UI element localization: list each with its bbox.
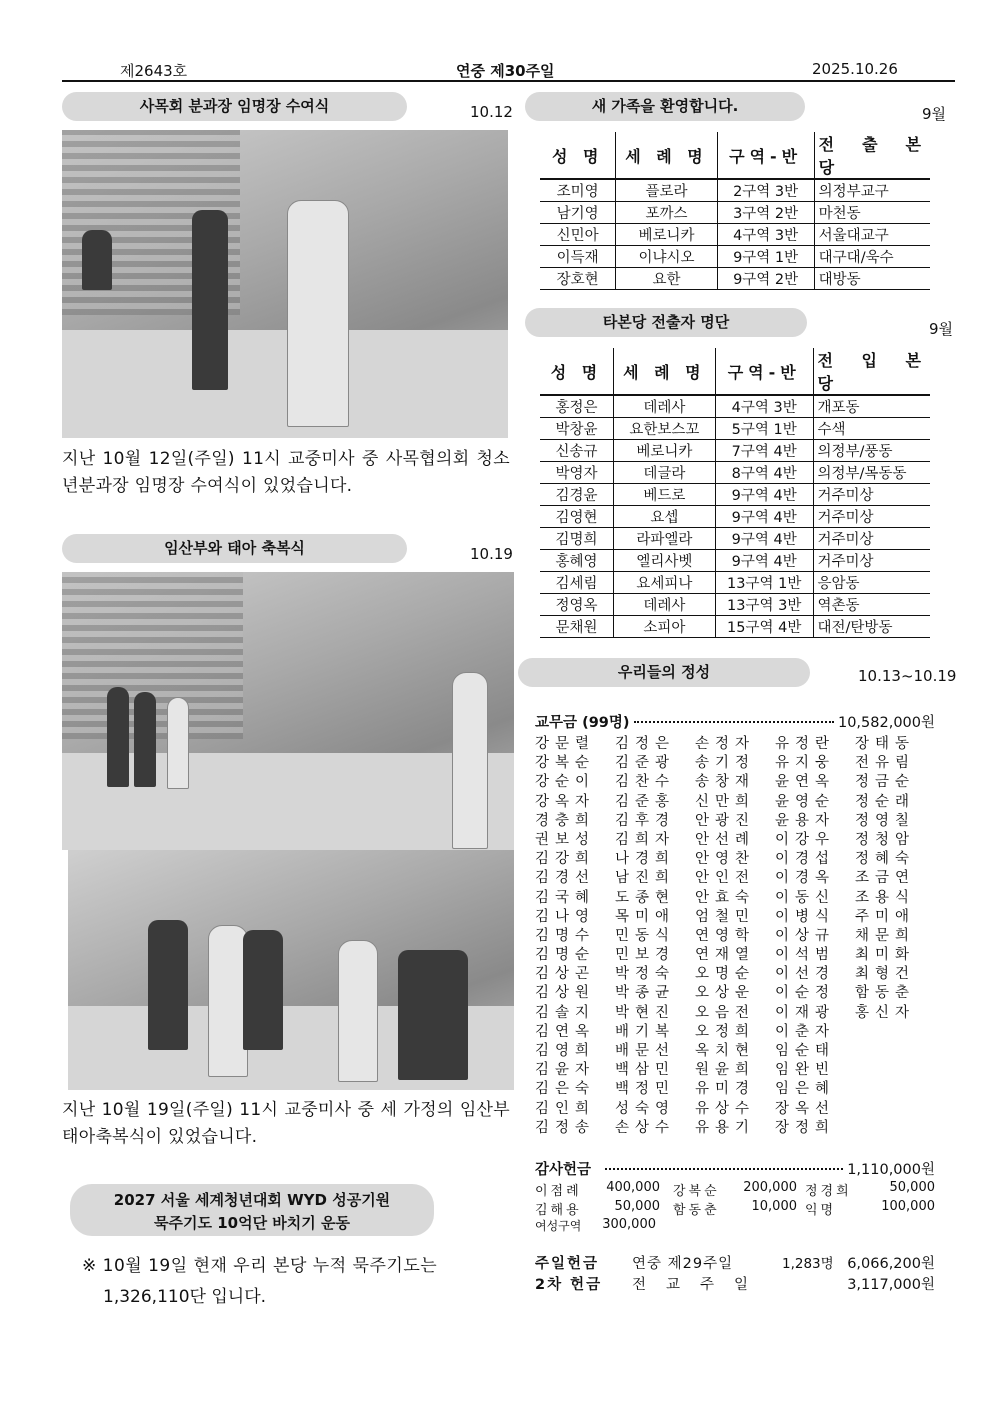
donor-name: 김국혜: [535, 889, 596, 906]
table-row: [540, 268, 930, 290]
welcome-table: [540, 132, 930, 290]
donor-name: 임완빈: [775, 1062, 836, 1079]
section2-caption: 지난 10월 19일(주일) 11시 교중미사 중 세 가정의 임산부 태아축복식이 있었습니다.: [62, 1100, 510, 1147]
transfer-cell: 9구역 4반: [715, 550, 813, 572]
donor-name: 유지웅: [775, 755, 836, 772]
donor-name: 이석범: [775, 947, 836, 964]
donor-name: 오상운: [695, 985, 756, 1002]
dues-name-list: [535, 732, 935, 1135]
donor-name: 주미애: [855, 908, 916, 925]
list-item: [535, 828, 935, 847]
list-item: [535, 866, 935, 885]
welcome-cell: 2구역 3반: [717, 179, 814, 202]
thanks-amount: 100,000: [881, 1198, 935, 1214]
transfer-cell: 김세림: [540, 572, 613, 594]
donor-name: 김은숙: [535, 1081, 596, 1098]
offering-title: 우리들의 정성: [518, 658, 810, 687]
thanks-donor-name: 익명: [805, 1202, 837, 1218]
thanks-donor-name: 함동춘: [673, 1202, 720, 1218]
welcome-cell: 플로라: [616, 179, 717, 202]
thanks-amount: 200,000: [743, 1180, 797, 1195]
welcome-cell: 3구역 2반: [717, 202, 814, 224]
transfer-cell: 김명희: [540, 528, 613, 550]
welcome-cell: 이득재: [540, 246, 616, 268]
donor-name: 옥치현: [695, 1043, 756, 1059]
donor-name: 김솔지: [535, 1004, 596, 1021]
transfer-cell: 박영자: [540, 462, 613, 484]
donor-name: 남진희: [615, 870, 676, 887]
transfer-title: 타본당 전출자 명단: [525, 308, 807, 337]
welcome-cell: 이냐시오: [616, 246, 717, 268]
donor-name: 목미애: [615, 908, 676, 925]
transfer-header: 성 명: [540, 348, 613, 395]
transfer-cell: 역촌동: [813, 594, 930, 616]
transfer-cell: 의정부/풍동: [813, 440, 930, 462]
bulletin-date: 2025.10.26: [812, 60, 898, 78]
list-item: [535, 1077, 935, 1096]
transfer-cell: 수색: [813, 418, 930, 440]
sunday-total: 6,066,200원: [847, 1256, 935, 1272]
transfer-cell: 7구역 4반: [715, 440, 813, 462]
transfer-cell: 요한보스꼬: [613, 418, 715, 440]
donor-name: 김영희: [535, 1043, 596, 1059]
list-item: [535, 924, 935, 943]
donor-name: 연재열: [695, 947, 756, 964]
list-item: [535, 847, 935, 866]
list-item: [535, 770, 935, 789]
donor-name: 박정숙: [615, 966, 676, 983]
second-total: 3,117,000원: [847, 1277, 935, 1293]
donor-name: 채문희: [855, 927, 916, 944]
transfer-cell: 거주미상: [813, 550, 930, 572]
header-rule: [62, 80, 955, 82]
thanks-amount: 300,000: [602, 1217, 656, 1232]
donor-name: 신만희: [695, 793, 756, 810]
wyd-note-line2: 1,326,110단 입니다.: [103, 1287, 267, 1307]
transfer-cell: 9구역 4반: [715, 506, 813, 528]
donor-name: 성숙영: [615, 1100, 676, 1117]
transfer-month: 9월: [929, 320, 954, 338]
donor-name: 오명순: [695, 966, 756, 983]
list-item: [535, 751, 935, 770]
donor-name: 윤용자: [775, 812, 836, 829]
welcome-cell: 장호현: [540, 268, 616, 290]
welcome-cell: 조미영: [540, 179, 616, 202]
sunday-week: 연중 제29주일: [632, 1256, 734, 1272]
donor-name: 이선경: [775, 966, 836, 983]
dues-total: 10,582,000원: [837, 715, 935, 731]
transfer-cell: 홍정은: [540, 395, 613, 418]
welcome-cell: 베로니카: [616, 224, 717, 246]
donor-name: 김윤자: [535, 1062, 596, 1079]
transfer-cell: 13구역 3반: [715, 594, 813, 616]
donor-name: 연영학: [695, 927, 756, 944]
welcome-cell: 4구역 3반: [717, 224, 814, 246]
transfer-cell: 9구역 4반: [715, 528, 813, 550]
thanks-label: 감사헌금: [535, 1162, 592, 1178]
donor-name: 이춘자: [775, 1023, 836, 1040]
transfer-cell: 박창윤: [540, 418, 613, 440]
donor-name: 원윤희: [695, 1062, 756, 1079]
transfer-cell: 거주미상: [813, 484, 930, 506]
wyd-note-line1: ※ 10월 19일 현재 우리 본당 누적 묵주기도는: [82, 1256, 438, 1276]
transfer-cell: 데레사: [613, 395, 715, 418]
donor-name: [855, 1097, 935, 1116]
welcome-title: 새 가족을 환영합니다.: [525, 92, 805, 121]
list-item: [535, 1039, 935, 1058]
thanks-amount: 50,000: [614, 1198, 660, 1214]
transfer-cell: 라파엘라: [613, 528, 715, 550]
donor-name: [855, 1116, 935, 1135]
donor-name: 강순이: [535, 774, 596, 791]
welcome-header: 전 출 본 당: [814, 132, 930, 179]
transfer-cell: 홍혜영: [540, 550, 613, 572]
donor-name: 김정은: [615, 736, 676, 752]
donor-name: 안영찬: [695, 851, 756, 868]
donor-name: 김경선: [535, 870, 596, 887]
welcome-cell: 포까스: [616, 202, 717, 224]
transfer-cell: 개포동: [813, 395, 930, 418]
donor-name: 강옥자: [535, 793, 596, 810]
donor-name: 유용기: [695, 1119, 756, 1136]
welcome-header: 구역-반: [717, 132, 814, 179]
transfer-cell: 대전/탄방동: [813, 616, 930, 638]
table-row: [540, 594, 930, 616]
donor-name: 유상수: [695, 1100, 756, 1117]
donor-name: 정순래: [855, 793, 916, 810]
list-item: [535, 809, 935, 828]
donor-name: 손상수: [615, 1119, 676, 1136]
donor-name: 정금순: [855, 774, 916, 791]
donor-name: 정영칠: [855, 812, 916, 829]
donor-name: 경충희: [535, 812, 596, 829]
thanks-donor-name: 정경희: [805, 1184, 852, 1199]
donor-name: 송창재: [695, 774, 756, 791]
transfer-cell: 8구역 4반: [715, 462, 813, 484]
list-item: [535, 1020, 935, 1039]
donor-name: 장정희: [775, 1119, 836, 1136]
donor-name: 이재광: [775, 1004, 836, 1021]
list-item: [535, 1116, 935, 1135]
donor-name: 이상규: [775, 927, 836, 944]
table-row: [540, 506, 930, 528]
transfer-cell: 요세피나: [613, 572, 715, 594]
thanks-donor-name: 김해용: [535, 1202, 582, 1218]
transfer-header: 전 입 본 당: [813, 348, 930, 395]
donor-name: 도종현: [615, 889, 676, 906]
donor-name: 김강희: [535, 851, 596, 868]
donor-name: 송기정: [695, 755, 756, 772]
donor-name: 윤연옥: [775, 774, 836, 791]
donor-name: [855, 1020, 935, 1039]
thanks-donor-name: 이점례: [535, 1184, 582, 1199]
thanks-amount: 400,000: [606, 1180, 660, 1195]
dues-line: [535, 711, 935, 732]
donor-name: 강문렬: [535, 736, 596, 752]
transfer-cell: 13구역 1반: [715, 572, 813, 594]
donor-name: 박종균: [615, 985, 676, 1002]
transfer-cell: 9구역 4반: [715, 484, 813, 506]
donor-name: 손정자: [695, 736, 756, 752]
donor-name: 김찬수: [615, 774, 676, 791]
welcome-header: 성 명: [540, 132, 616, 179]
donor-name: 정청암: [855, 831, 916, 848]
issue-number: 제2643호: [120, 62, 188, 80]
section2-date: 10.19: [470, 545, 513, 563]
donor-name: 오정희: [695, 1023, 756, 1040]
transfer-cell: 응암동: [813, 572, 930, 594]
table-row: [540, 418, 930, 440]
donor-name: 이병식: [775, 908, 836, 925]
donor-name: 김명수: [535, 927, 596, 944]
donor-name: 최미화: [855, 947, 916, 964]
transfer-cell: 데레사: [613, 594, 715, 616]
list-item: [535, 732, 935, 751]
thanks-total: 1,110,000원: [847, 1162, 935, 1178]
transfer-cell: 거주미상: [813, 528, 930, 550]
welcome-cell: 대구대/욱수: [814, 246, 930, 268]
transfer-cell: 엘리사벳: [613, 550, 715, 572]
table-row: [540, 616, 930, 638]
transfer-cell: 소피아: [613, 616, 715, 638]
donor-name: 김희자: [615, 831, 676, 848]
table-row: [540, 550, 930, 572]
bulletin-title: 연중 제30주일: [456, 62, 555, 80]
table-row: [540, 572, 930, 594]
donor-name: 김상원: [535, 985, 596, 1002]
transfer-cell: 데글라: [613, 462, 715, 484]
donor-name: 윤영순: [775, 793, 836, 810]
donor-name: 이순정: [775, 985, 836, 1002]
list-item: [535, 962, 935, 981]
transfer-cell: 의정부/목동동: [813, 462, 930, 484]
transfer-cell: 5구역 1반: [715, 418, 813, 440]
donor-name: 백삼민: [615, 1062, 676, 1079]
donor-name: 김인희: [535, 1100, 596, 1117]
welcome-cell: 9구역 1반: [717, 246, 814, 268]
table-row: [540, 484, 930, 506]
transfer-cell: 4구역 3반: [715, 395, 813, 418]
donor-name: 정혜숙: [855, 851, 916, 868]
welcome-cell: 남기영: [540, 202, 616, 224]
donor-name: 안효숙: [695, 889, 756, 906]
transfer-table: [540, 348, 930, 638]
list-item: [535, 1058, 935, 1077]
table-row: [540, 395, 930, 418]
donor-name: 안인전: [695, 870, 756, 887]
donor-name: 최형건: [855, 966, 916, 983]
donor-name: 조금연: [855, 870, 916, 887]
second-desc: 전교주일: [632, 1277, 769, 1293]
section2-title: 임산부와 태아 축복식: [62, 534, 407, 563]
transfer-cell: 김경윤: [540, 484, 613, 506]
section1-date: 10.12: [470, 103, 513, 121]
donor-name: 이경옥: [775, 870, 836, 887]
donor-name: 김후경: [615, 812, 676, 829]
table-row: [540, 202, 930, 224]
list-item: [535, 1001, 935, 1020]
donor-name: [855, 1077, 935, 1096]
welcome-cell: 대방동: [814, 268, 930, 290]
donor-name: 유미경: [695, 1081, 756, 1098]
list-item: [535, 790, 935, 809]
second-label: 2차 헌금: [535, 1277, 603, 1293]
donor-name: [855, 1039, 935, 1058]
donor-name: 김상곤: [535, 966, 596, 983]
thanks-donor-name: 여성구역: [535, 1219, 582, 1233]
transfer-header: 구역-반: [715, 348, 813, 395]
table-row: [540, 440, 930, 462]
donor-name: 임은혜: [775, 1081, 836, 1098]
transfer-cell: 베로니카: [613, 440, 715, 462]
welcome-header: 세 례 명: [616, 132, 717, 179]
offering-period: 10.13~10.19: [858, 667, 957, 685]
transfer-cell: 김영현: [540, 506, 613, 528]
donor-name: 이경섭: [775, 851, 836, 868]
donor-name: 배기복: [615, 1023, 676, 1040]
donor-name: 장태동: [855, 736, 916, 752]
transfer-cell: 베드로: [613, 484, 715, 506]
thanks-donor-name: 강복순: [673, 1184, 720, 1199]
sunday-count: 1,283명: [782, 1256, 834, 1272]
thanks-amount: 10,000: [751, 1198, 797, 1214]
donor-name: 배문선: [615, 1043, 676, 1059]
donor-name: 오음전: [695, 1004, 756, 1021]
table-row: [540, 179, 930, 202]
wyd-banner: [70, 1184, 434, 1236]
transfer-cell: 정영옥: [540, 594, 613, 616]
transfer-cell: 거주미상: [813, 506, 930, 528]
donor-name: 안광진: [695, 812, 756, 829]
donor-name: 전유림: [855, 755, 916, 772]
donor-name: 김정송: [535, 1119, 596, 1136]
list-item: [535, 981, 935, 1000]
welcome-cell: 서울대교구: [814, 224, 930, 246]
photo-appointment-ceremony: [62, 130, 508, 438]
section1-caption: 지난 10월 12일(주일) 11시 교중미사 중 사목협의회 청소년분과장 임명장 수여식이 있었습니다.: [62, 449, 510, 496]
photo-blessing-ceremony-1: [62, 572, 514, 850]
donor-name: 백정민: [615, 1081, 676, 1098]
dues-label: 교무금 (99명): [535, 715, 630, 731]
transfer-cell: 신송규: [540, 440, 613, 462]
list-item: [535, 943, 935, 962]
section1-title: 사목회 분과장 임명장 수여식: [62, 92, 407, 121]
donor-name: 강복순: [535, 755, 596, 772]
list-item: [535, 1097, 935, 1116]
donor-name: 이동신: [775, 889, 836, 906]
welcome-cell: 요한: [616, 268, 717, 290]
donor-name: 권보성: [535, 831, 596, 848]
welcome-cell: 의정부교구: [814, 179, 930, 202]
thanks-line: [535, 1158, 935, 1179]
donor-name: 박현진: [615, 1004, 676, 1021]
donor-name: 김연옥: [535, 1023, 596, 1040]
sunday-label: 주일헌금: [535, 1256, 600, 1272]
welcome-cell: 9구역 2반: [717, 268, 814, 290]
donor-name: 김나영: [535, 908, 596, 925]
table-row: [540, 224, 930, 246]
donor-name: 김준광: [615, 755, 676, 772]
donor-name: 민보경: [615, 947, 676, 964]
table-row: [540, 528, 930, 550]
donor-name: 장옥선: [775, 1100, 836, 1117]
welcome-month: 9월: [922, 105, 947, 123]
donor-name: 임순태: [775, 1043, 836, 1059]
thanks-amount: 50,000: [889, 1180, 935, 1195]
donor-name: 홍신자: [855, 1004, 916, 1021]
donor-name: 이강우: [775, 831, 836, 848]
transfer-cell: 15구역 4반: [715, 616, 813, 638]
list-item: [535, 905, 935, 924]
photo-blessing-ceremony-2: [68, 850, 514, 1090]
donor-name: 민동식: [615, 927, 676, 944]
wyd-title-line2: 묵주기도 10억단 바치기 운동: [154, 1214, 350, 1232]
donor-name: 조용식: [855, 889, 916, 906]
wyd-title-line1: 2027 서울 세계청년대회 WYD 성공기원: [113, 1191, 391, 1209]
donor-name: [855, 1058, 935, 1077]
donor-name: 나경희: [615, 851, 676, 868]
transfer-header: 세 례 명: [613, 348, 715, 395]
donor-name: 김준홍: [615, 793, 676, 810]
welcome-cell: 마천동: [814, 202, 930, 224]
transfer-cell: 문채원: [540, 616, 613, 638]
table-row: [540, 246, 930, 268]
welcome-cell: 신민아: [540, 224, 616, 246]
donor-name: 함동춘: [855, 985, 916, 1002]
donor-name: 유정란: [775, 736, 836, 752]
donor-name: 김명순: [535, 947, 596, 964]
donor-name: 안선례: [695, 831, 756, 848]
donor-name: 엄철민: [695, 908, 756, 925]
transfer-cell: 요셉: [613, 506, 715, 528]
table-row: [540, 462, 930, 484]
list-item: [535, 886, 935, 905]
